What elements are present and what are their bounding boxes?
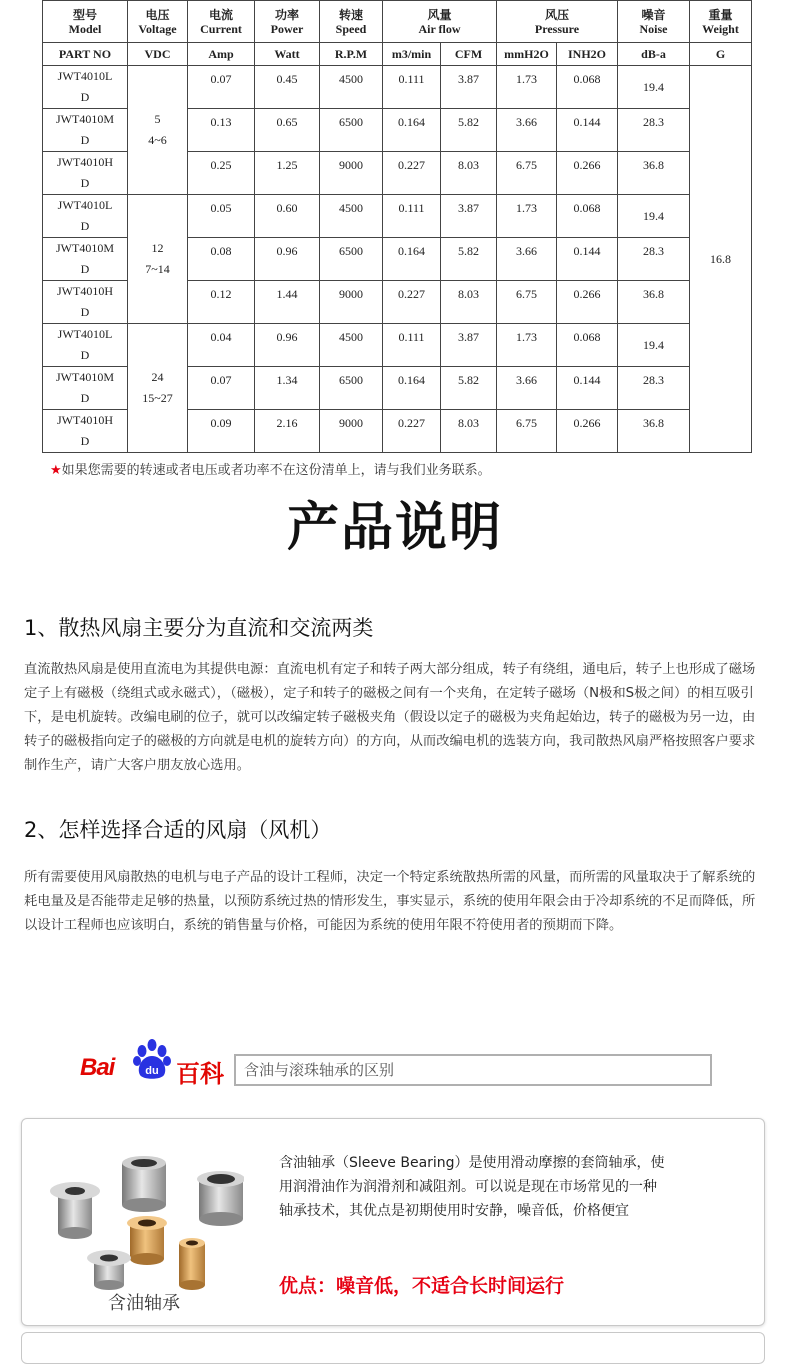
sleeve-bearing-advantage: 优点：噪音低，不适合长时间运行 xyxy=(279,1275,565,1297)
watt-cell: 0.96 xyxy=(255,324,320,367)
rpm-cell: 9000 xyxy=(320,410,383,453)
amp-cell: 0.05 xyxy=(188,195,255,238)
inh2o-cell: 0.144 xyxy=(557,367,618,410)
watt-cell: 1.25 xyxy=(255,152,320,195)
cfm-cell: 5.82 xyxy=(441,238,497,281)
rpm-cell: 9000 xyxy=(320,152,383,195)
amp-cell: 0.13 xyxy=(188,109,255,152)
unit-cell: G xyxy=(690,43,752,66)
inh2o-cell: 0.144 xyxy=(557,109,618,152)
cfm-cell: 3.87 xyxy=(441,66,497,109)
spec-table xyxy=(42,0,752,453)
part-no-cell: JWT4010M D xyxy=(43,238,128,281)
watt-cell: 1.44 xyxy=(255,281,320,324)
unit-cell: dB-a xyxy=(618,43,690,66)
m3-cell: 0.227 xyxy=(383,281,441,324)
m3-cell: 0.227 xyxy=(383,152,441,195)
mmh2o-cell: 6.75 xyxy=(497,152,557,195)
logo-du-text: du xyxy=(145,1065,159,1077)
part-no-cell: JWT4010M D xyxy=(43,109,128,152)
amp-cell: 0.12 xyxy=(188,281,255,324)
noise-cell: 36.8 xyxy=(618,281,690,324)
header-current: 电流 Current xyxy=(188,1,255,43)
cfm-cell: 5.82 xyxy=(441,367,497,410)
header-row xyxy=(43,1,752,43)
m3-cell: 0.164 xyxy=(383,238,441,281)
watt-cell: 0.45 xyxy=(255,66,320,109)
noise-cell: 28.3 xyxy=(618,367,690,410)
amp-cell: 0.09 xyxy=(188,410,255,453)
amp-cell: 0.08 xyxy=(188,238,255,281)
noise-cell: 19.4 xyxy=(618,66,690,109)
contact-note xyxy=(50,459,491,478)
inh2o-cell: 0.068 xyxy=(557,66,618,109)
mmh2o-cell: 1.73 xyxy=(497,66,557,109)
weight-cell: 16.8 xyxy=(690,66,752,453)
baidu-paw-icon xyxy=(130,1038,174,1082)
contact-note-text: 如果您需要的转速或者电压或者功率不在这份清单上，请与我们业务联系。 xyxy=(61,463,491,478)
mmh2o-cell: 6.75 xyxy=(497,281,557,324)
amp-cell: 0.25 xyxy=(188,152,255,195)
inh2o-cell: 0.144 xyxy=(557,238,618,281)
inh2o-cell: 0.068 xyxy=(557,324,618,367)
unit-cell: PART NO xyxy=(43,43,128,66)
section1-heading: 1、散热风扇主要分为直流和交流两类 xyxy=(24,616,374,640)
noise-cell: 36.8 xyxy=(618,152,690,195)
part-no-cell: JWT4010L D xyxy=(43,66,128,109)
noise-cell: 28.3 xyxy=(618,109,690,152)
section2-body: 所有需要使用风扇散热的电机与电子产品的设计工程师，决定一个特定系统散热所需的风量，而所需的风量取决于了解系统的耗电量及是否能带走足够的热量，以预防系统过热的情形发生，事实显示，系统的使用年限会由于冷却系统的不足而降低，所以设计工程师也应该明白，系统的销售量与价格，可能因为系统的使用年限不符使用者的预期而下降。 xyxy=(24,870,756,933)
watt-cell: 0.96 xyxy=(255,238,320,281)
mmh2o-cell: 1.73 xyxy=(497,195,557,238)
rpm-cell: 4500 xyxy=(320,324,383,367)
noise-cell: 28.3 xyxy=(618,238,690,281)
cfm-cell: 8.03 xyxy=(441,152,497,195)
inh2o-cell: 0.266 xyxy=(557,281,618,324)
sleeve-bearing-description: 含油轴承（Sleeve Bearing）是使用滑动摩擦的套筒轴承，使用润滑油作为润滑剂和减阻剂。可以说是现在市场常见的一种轴承技术，其优点是初期使用时安静，噪音低，价格便宜 xyxy=(279,1155,665,1219)
cfm-cell: 8.03 xyxy=(441,410,497,453)
noise-cell: 19.4 xyxy=(618,324,690,367)
table-row xyxy=(43,324,752,367)
cfm-cell: 3.87 xyxy=(441,324,497,367)
logo-bai-text: Bai xyxy=(80,1054,115,1081)
m3-cell: 0.164 xyxy=(383,367,441,410)
rpm-cell: 6500 xyxy=(320,238,383,281)
part-no-cell: JWT4010M D xyxy=(43,367,128,410)
m3-cell: 0.227 xyxy=(383,410,441,453)
mmh2o-cell: 3.66 xyxy=(497,367,557,410)
watt-cell: 0.65 xyxy=(255,109,320,152)
part-no-cell: JWT4010H D xyxy=(43,152,128,195)
watt-cell: 0.60 xyxy=(255,195,320,238)
rpm-cell: 9000 xyxy=(320,281,383,324)
m3-cell: 0.111 xyxy=(383,66,441,109)
header-model: 型号 Model xyxy=(43,1,128,43)
m3-cell: 0.111 xyxy=(383,195,441,238)
part-no-cell: JWT4010H D xyxy=(43,281,128,324)
unit-cell: INH2O xyxy=(557,43,618,66)
bearing-image-caption: 含油轴承 xyxy=(108,1293,180,1314)
table-row xyxy=(43,66,752,109)
part-no-cell: JWT4010L D xyxy=(43,324,128,367)
logo-baike-text: 百科 xyxy=(176,1060,224,1088)
rpm-cell: 6500 xyxy=(320,109,383,152)
voltage-cell: 5 4~6 xyxy=(128,66,188,195)
voltage-cell: 12 7~14 xyxy=(128,195,188,324)
part-no-cell: JWT4010H D xyxy=(43,410,128,453)
mmh2o-cell: 6.75 xyxy=(497,410,557,453)
unit-cell: Amp xyxy=(188,43,255,66)
baidu-search-box[interactable]: 含油与滚珠轴承的区别 xyxy=(234,1054,712,1086)
unit-cell: mmH2O xyxy=(497,43,557,66)
header-voltage: 电压 Voltage xyxy=(128,1,188,43)
section2-heading: 2、怎样选择合适的风扇（风机） xyxy=(24,818,332,842)
cfm-cell: 3.87 xyxy=(441,195,497,238)
rpm-cell: 4500 xyxy=(320,66,383,109)
mmh2o-cell: 1.73 xyxy=(497,324,557,367)
next-card xyxy=(21,1332,765,1364)
mmh2o-cell: 3.66 xyxy=(497,109,557,152)
watt-cell: 1.34 xyxy=(255,367,320,410)
sleeve-bearing-image xyxy=(44,1141,244,1291)
section1-body: 直流散热风扇是使用直流电为其提供电源：直流电机有定子和转子两大部分组成，转子有绕组，通电后，转子上也形成了磁场定子上有磁极（绕组式或永磁式），（磁极），定子和转子的磁极之间有一个夹角，在定转子磁场（N极和S极之间）的相互吸引下，是电机旋转。改编电刷的位子，就可以改编定转子磁极夹角（假设以定子的磁极为夹角起始边，转子的磁极为另一边，由转子的磁极指向定子的磁极的方向就是电机的旋转方向）的方向，从而改编电机的选装方向，我司散热风扇严格按照客户要求制作生产，请广大客户朋友放心选用。 xyxy=(24,662,756,773)
inh2o-cell: 0.068 xyxy=(557,195,618,238)
header-speed: 转速 Speed xyxy=(320,1,383,43)
header-pressure: 风压 Pressure xyxy=(497,1,618,43)
noise-cell: 36.8 xyxy=(618,410,690,453)
units-row xyxy=(43,43,752,66)
rpm-cell: 4500 xyxy=(320,195,383,238)
cfm-cell: 5.82 xyxy=(441,109,497,152)
red-star-icon: ★ xyxy=(50,463,62,478)
table-row xyxy=(43,195,752,238)
watt-cell: 2.16 xyxy=(255,410,320,453)
inh2o-cell: 0.266 xyxy=(557,152,618,195)
voltage-cell: 24 15~27 xyxy=(128,324,188,453)
header-power: 功率 Power xyxy=(255,1,320,43)
amp-cell: 0.04 xyxy=(188,324,255,367)
page-title: 产品说明 xyxy=(286,498,503,558)
m3-cell: 0.111 xyxy=(383,324,441,367)
unit-cell: R.P.M xyxy=(320,43,383,66)
header-weight: 重量 Weight xyxy=(690,1,752,43)
unit-cell: VDC xyxy=(128,43,188,66)
mmh2o-cell: 3.66 xyxy=(497,238,557,281)
m3-cell: 0.164 xyxy=(383,109,441,152)
cfm-cell: 8.03 xyxy=(441,281,497,324)
header-noise: 噪音 Noise xyxy=(618,1,690,43)
rpm-cell: 6500 xyxy=(320,367,383,410)
amp-cell: 0.07 xyxy=(188,66,255,109)
baidu-baike-logo xyxy=(80,1036,230,1086)
unit-cell: CFM xyxy=(441,43,497,66)
inh2o-cell: 0.266 xyxy=(557,410,618,453)
sleeve-bearing-card xyxy=(21,1118,765,1326)
header-airflow: 风量 Air flow xyxy=(383,1,497,43)
part-no-cell: JWT4010L D xyxy=(43,195,128,238)
unit-cell: Watt xyxy=(255,43,320,66)
amp-cell: 0.07 xyxy=(188,367,255,410)
noise-cell: 19.4 xyxy=(618,195,690,238)
unit-cell: m3/min xyxy=(383,43,441,66)
